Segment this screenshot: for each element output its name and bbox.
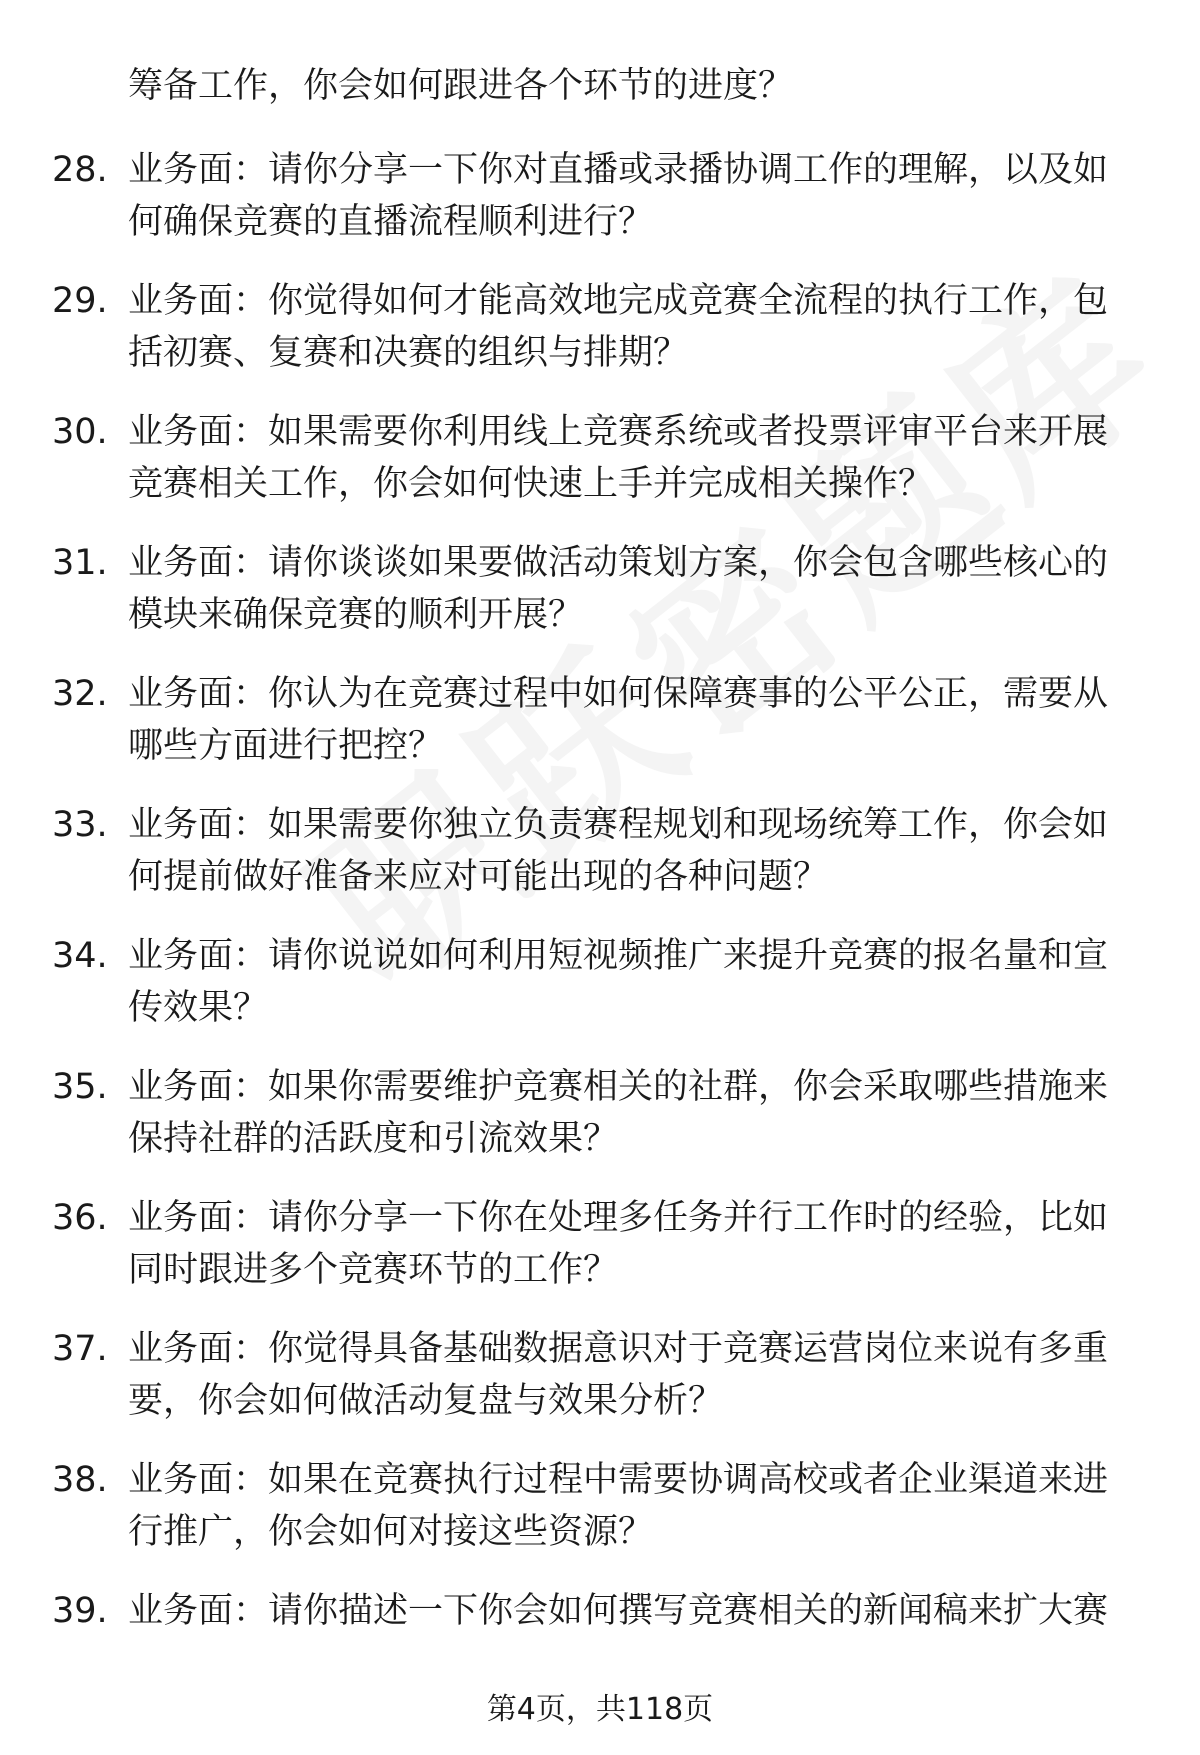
page-footer: 第4页，共118页 — [486, 1692, 714, 1727]
question-text — [128, 537, 1108, 641]
question-line: 业务面：你认为在竞赛过程中如何保障赛事的公平公正，需要从 — [128, 674, 1109, 714]
question-line: 哪些方面进行把控？ — [128, 726, 444, 766]
question-text — [128, 1585, 1108, 1637]
question-line: 业务面：如果在竞赛执行过程中需要协调高校或者企业渠道来进 — [128, 1460, 1109, 1500]
question-text — [128, 406, 1108, 510]
question-number: 30. — [52, 412, 108, 452]
list-item — [0, 529, 1200, 660]
question-number: 35. — [52, 1067, 108, 1107]
question-line: 业务面：如果你需要维护竞赛相关的社群，你会采取哪些措施来 — [128, 1067, 1109, 1107]
question-line: 业务面：请你谈谈如果要做活动策划方案，你会包含哪些核心的 — [128, 543, 1109, 583]
question-number: 36. — [52, 1198, 108, 1238]
question-list — [0, 136, 1200, 1708]
list-item — [0, 1053, 1200, 1184]
list-item — [0, 791, 1200, 922]
question-line: 括初赛、复赛和决赛的组织与排期？ — [128, 333, 689, 373]
question-text — [128, 930, 1108, 1034]
question-line: 业务面：请你分享一下你对直播或录播协调工作的理解，以及如 — [128, 150, 1109, 190]
question-number: 29. — [52, 281, 108, 321]
question-number: 31. — [52, 543, 108, 583]
question-line: 业务面：你觉得如何才能高效地完成竞赛全流程的执行工作，包 — [128, 281, 1109, 321]
question-line: 业务面：如果需要你独立负责赛程规划和现场统筹工作，你会如 — [128, 805, 1109, 845]
question-line: 业务面：请你说说如何利用短视频推广来提升竞赛的报名量和宣 — [128, 936, 1109, 976]
question-text — [128, 1061, 1108, 1165]
list-item — [0, 1315, 1200, 1446]
list-item — [0, 660, 1200, 791]
question-number: 39. — [52, 1591, 108, 1631]
list-item — [0, 1577, 1200, 1708]
question-line: 业务面：如果需要你利用线上竞赛系统或者投票评审平台来开展 — [128, 412, 1109, 452]
list-item — [0, 267, 1200, 398]
question-line: 模块来确保竞赛的顺利开展？ — [128, 595, 584, 635]
question-number: 32. — [52, 674, 108, 714]
question-text — [128, 1192, 1108, 1296]
question-text — [128, 799, 1108, 903]
question-number: 28. — [52, 150, 108, 190]
question-line: 保持社群的活跃度和引流效果？ — [128, 1119, 619, 1159]
question-line: 业务面：你觉得具备基础数据意识对于竞赛运营岗位来说有多重 — [128, 1329, 1109, 1369]
question-number: 34. — [52, 936, 108, 976]
question-line: 业务面：请你分享一下你在处理多任务并行工作时的经验，比如 — [128, 1198, 1109, 1238]
question-text — [128, 1323, 1108, 1427]
continued-question-text: 筹备工作，你会如何跟进各个环节的进度？ — [128, 66, 794, 106]
question-text — [128, 144, 1108, 248]
question-number: 37. — [52, 1329, 108, 1369]
list-item — [0, 1446, 1200, 1577]
list-item — [0, 1184, 1200, 1315]
list-item — [0, 398, 1200, 529]
question-line: 何提前做好准备来应对可能出现的各种问题？ — [128, 857, 829, 897]
question-number: 33. — [52, 805, 108, 845]
question-line: 行推广，你会如何对接这些资源？ — [128, 1512, 654, 1552]
question-number: 38. — [52, 1460, 108, 1500]
question-line: 同时跟进多个竞赛环节的工作？ — [128, 1250, 619, 1290]
question-line: 业务面：请你描述一下你会如何撰写竞赛相关的新闻稿来扩大赛 — [128, 1591, 1109, 1631]
list-item — [0, 922, 1200, 1053]
question-text — [128, 275, 1108, 379]
question-line: 要，你会如何做活动复盘与效果分析？ — [128, 1381, 724, 1421]
question-line: 传效果？ — [128, 988, 269, 1028]
question-line: 竞赛相关工作，你会如何快速上手并完成相关操作？ — [128, 464, 934, 504]
question-line: 何确保竞赛的直播流程顺利进行？ — [128, 202, 654, 242]
question-text — [128, 668, 1108, 772]
question-text — [128, 1454, 1108, 1558]
list-item — [0, 136, 1200, 267]
